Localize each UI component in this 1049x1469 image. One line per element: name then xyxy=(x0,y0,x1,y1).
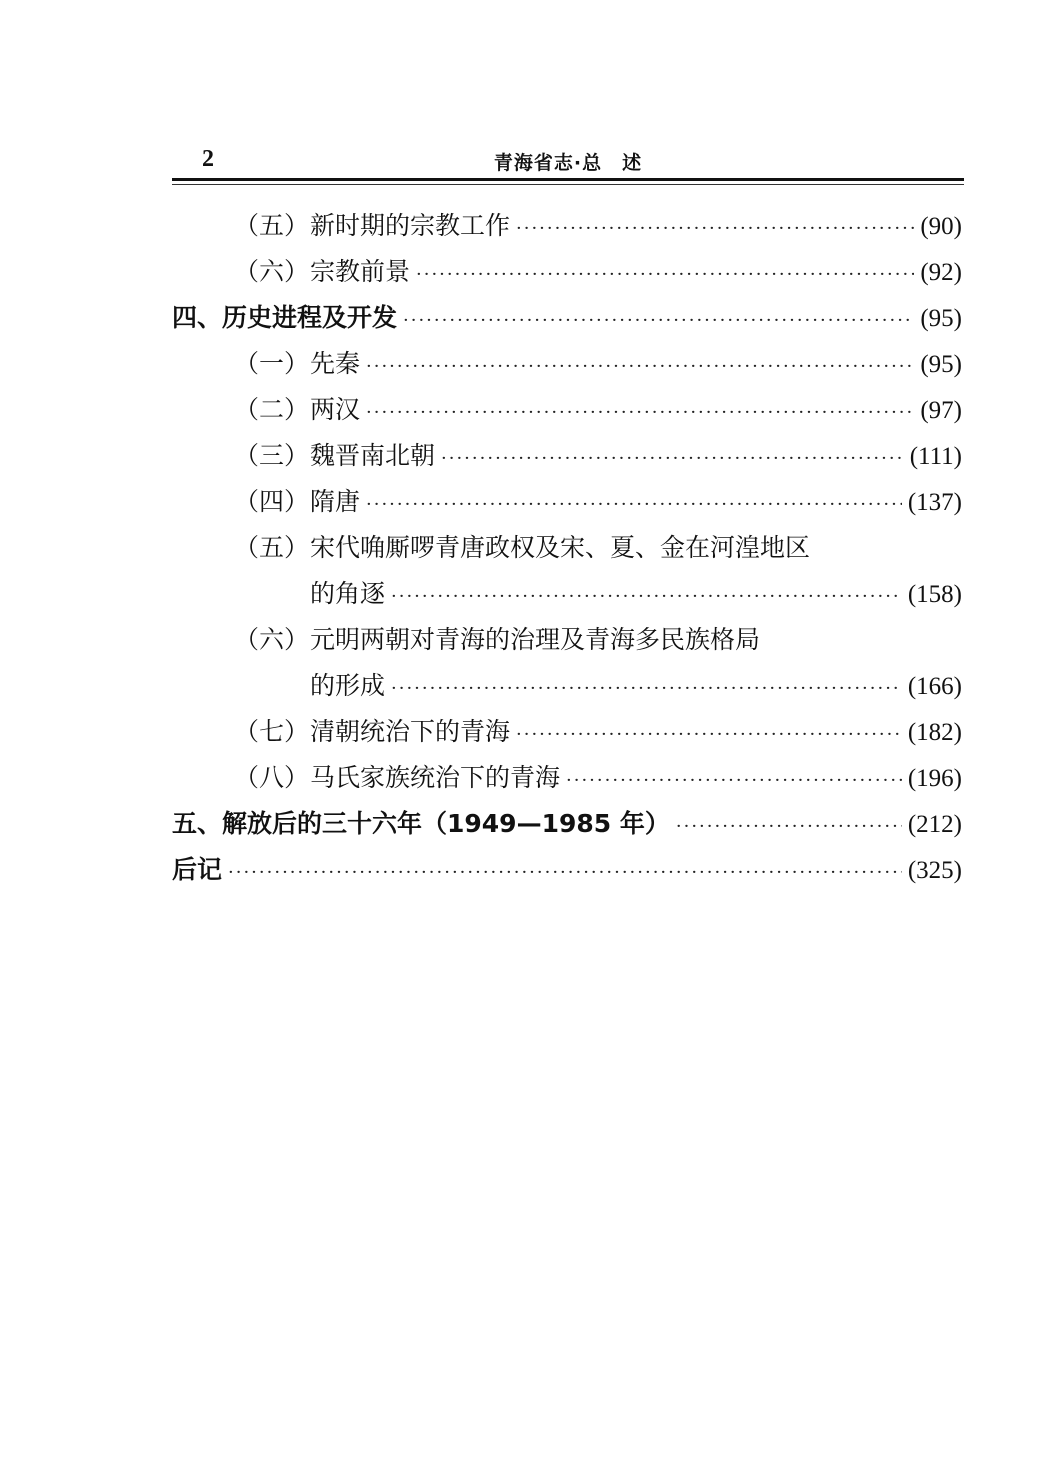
toc-entry[interactable] xyxy=(172,571,962,617)
toc-entry-title: 的角逐 xyxy=(310,579,386,608)
toc-dot-leader xyxy=(516,206,914,252)
toc-entry[interactable] xyxy=(172,525,962,571)
toc-entry-page: (196) xyxy=(907,765,962,792)
header-rule-thin xyxy=(172,184,964,185)
page-header xyxy=(172,140,964,188)
toc-entry[interactable] xyxy=(172,847,962,893)
toc-entry-title: 的形成 xyxy=(310,671,386,700)
toc-entry-title: 清朝统治下的青海 xyxy=(310,717,511,746)
toc-entry[interactable] xyxy=(172,203,962,249)
toc-entry-number: （六） xyxy=(234,625,310,654)
toc-entry-page: (325) xyxy=(907,857,962,884)
toc-entry-page: (97) xyxy=(920,397,962,424)
toc-entry-title: 宋代唃厮啰青唐政权及宋、夏、金在河湟地区 xyxy=(310,533,811,562)
toc-dot-leader xyxy=(403,298,914,344)
toc-entry-page: (111) xyxy=(909,443,962,470)
toc-entry-title: 宗教前景 xyxy=(310,257,411,286)
toc-dot-leader xyxy=(416,252,914,298)
toc-dot-leader xyxy=(516,712,902,758)
toc-entry-page: (166) xyxy=(907,673,962,700)
header-rule-thick xyxy=(172,178,964,181)
toc-entry-number: （一） xyxy=(234,349,310,378)
toc-entry[interactable] xyxy=(172,479,962,525)
toc-entry-number: （二） xyxy=(234,395,310,424)
toc-entry-page: (95) xyxy=(920,305,962,332)
toc-dot-leader xyxy=(391,666,902,712)
toc-entry[interactable] xyxy=(172,387,962,433)
table-of-contents xyxy=(172,203,962,893)
toc-entry[interactable] xyxy=(172,709,962,755)
toc-entry-number: （五） xyxy=(234,533,310,562)
toc-entry[interactable] xyxy=(172,295,962,341)
toc-entry-page: (158) xyxy=(907,581,962,608)
toc-entry-page: (95) xyxy=(920,351,962,378)
toc-entry[interactable] xyxy=(172,341,962,387)
toc-entry-title: 元明两朝对青海的治理及青海多民族格局 xyxy=(310,625,761,654)
toc-entry[interactable] xyxy=(172,617,962,663)
toc-entry-title: 两汉 xyxy=(310,395,361,424)
toc-dot-leader xyxy=(228,850,902,896)
toc-entry-page: (90) xyxy=(920,213,962,240)
toc-entry[interactable] xyxy=(172,801,962,847)
toc-entry-page: (137) xyxy=(907,489,962,516)
toc-entry[interactable] xyxy=(172,433,962,479)
toc-entry-title: 先秦 xyxy=(310,349,361,378)
toc-dot-leader xyxy=(391,574,902,620)
toc-entry-title: 五、解放后的三十六年（1949—1985 年） xyxy=(172,809,670,838)
toc-dot-leader xyxy=(366,482,902,528)
toc-entry-title: 四、历史进程及开发 xyxy=(172,303,398,332)
toc-entry-number: （三） xyxy=(234,441,310,470)
toc-dot-leader xyxy=(566,758,902,804)
toc-entry-page: (212) xyxy=(907,811,962,838)
toc-dot-leader xyxy=(366,390,914,436)
toc-entry-number: （四） xyxy=(234,487,310,516)
toc-entry[interactable] xyxy=(172,663,962,709)
toc-dot-leader xyxy=(676,804,902,850)
toc-entry-title: 后记 xyxy=(172,855,223,884)
toc-dot-leader xyxy=(366,344,914,390)
toc-entry-number: （八） xyxy=(234,763,310,792)
running-title: 青海省志·总 述 xyxy=(493,152,643,174)
toc-entry[interactable] xyxy=(172,755,962,801)
toc-entry-title: 新时期的宗教工作 xyxy=(310,211,511,240)
toc-entry-title: 隋唐 xyxy=(310,487,361,516)
toc-entry-number: （七） xyxy=(234,717,310,746)
toc-entry[interactable] xyxy=(172,249,962,295)
toc-entry-page: (182) xyxy=(907,719,962,746)
toc-entry-number: （五） xyxy=(234,211,310,240)
toc-entry-title: 魏晋南北朝 xyxy=(310,441,436,470)
page-number: 2 xyxy=(202,146,214,172)
toc-entry-number: （六） xyxy=(234,257,310,286)
toc-dot-leader xyxy=(441,436,904,482)
toc-entry-title: 马氏家族统治下的青海 xyxy=(310,763,561,792)
toc-entry-page: (92) xyxy=(920,259,962,286)
